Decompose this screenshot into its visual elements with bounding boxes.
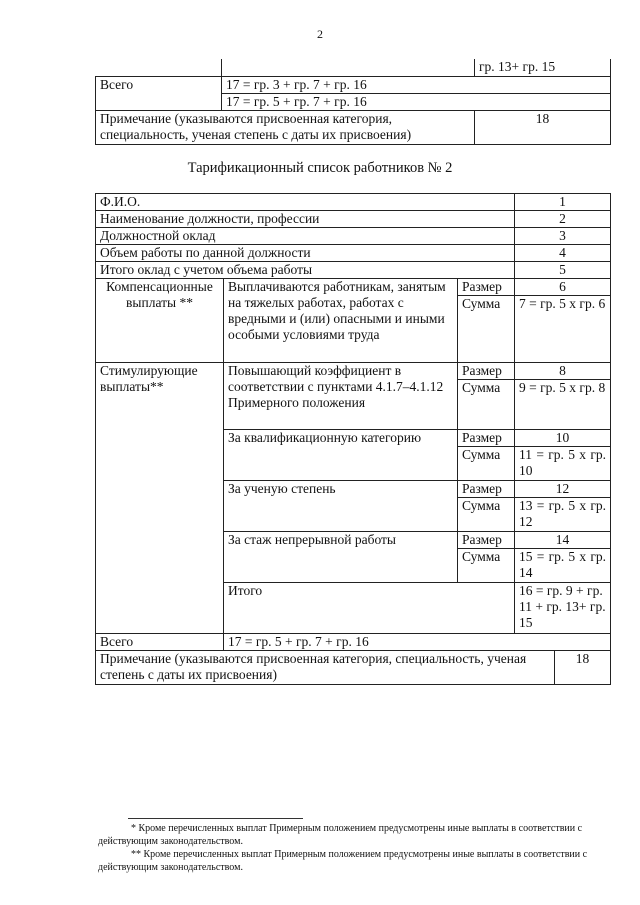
stim-size-value: 10	[515, 430, 611, 447]
total-formula-1: 17 = гр. 3 + гр. 7 + гр. 16	[222, 76, 611, 93]
comp-size-value: 6	[515, 279, 611, 296]
page-number: 2	[317, 27, 323, 41]
stim-sum-value: 11 = гр. 5 х гр. 10	[515, 447, 611, 481]
comp-sum-label: Сумма	[458, 296, 515, 363]
stim-size-value: 12	[515, 481, 611, 498]
stim-label: Стимулирующие выплаты**	[96, 363, 224, 634]
stim-total-label: Итого	[224, 583, 515, 634]
row-number: 4	[515, 245, 611, 262]
row-label: Должностной оклад	[96, 228, 515, 245]
stim-sum-label: Сумма	[458, 447, 515, 481]
stim-sum-value: 13 = гр. 5 х гр. 12	[515, 498, 611, 532]
row-number: 3	[515, 228, 611, 245]
stim-size-label: Размер	[458, 363, 515, 380]
comp-sum-value: 7 = гр. 5 х гр. 6	[515, 296, 611, 363]
table-row	[96, 262, 611, 279]
comp-size-label: Размер	[458, 279, 515, 296]
table-row	[96, 194, 611, 211]
note-number: 18	[475, 110, 611, 144]
stim-size-label: Размер	[458, 481, 515, 498]
row-label: Наименование должности, профессии	[96, 211, 515, 228]
tariff-table-2	[95, 193, 611, 685]
footnote-divider	[128, 818, 303, 819]
footnote-2: ** Кроме перечисленных выплат Примерным положением предусмотрены иные выплаты в соответствии с действующим законодательством.	[98, 849, 588, 873]
footnote-1: * Кроме перечисленных выплат Примерным положением предусмотрены иные выплаты в соответствии с действующим законодательством.	[98, 823, 583, 847]
table-title: Тарификационный список работников № 2	[187, 160, 453, 176]
stim-sum-value: 9 = гр. 5 х гр. 8	[515, 380, 611, 430]
stim-desc: Повышающий коэффициент в соответствии с пунктами 4.1.7–4.1.12 Примерного положения	[224, 363, 458, 430]
stim-sum-label: Сумма	[458, 549, 515, 583]
stim-size-label: Размер	[458, 430, 515, 447]
stim-sum-label: Сумма	[458, 380, 515, 430]
table-row	[96, 211, 611, 228]
row-label: Ф.И.О.	[96, 194, 515, 211]
total-formula-2: 17 = гр. 5 + гр. 7 + гр. 16	[222, 93, 611, 110]
total-label: Всего	[96, 76, 222, 110]
stim-desc: За стаж непрерывной работы	[224, 532, 458, 583]
row-label: Объем работы по данной должности	[96, 245, 515, 262]
total-label: Всего	[96, 634, 224, 651]
note-text: Примечание (указываются присвоенная категория, специальность, ученая степень с даты их присвоения)	[96, 110, 475, 144]
stim-total-formula: 16 = гр. 9 + гр. 11 + гр. 13+ гр. 15	[515, 583, 611, 634]
total-formula: 17 = гр. 5 + гр. 7 + гр. 16	[224, 634, 611, 651]
stim-sum-label: Сумма	[458, 498, 515, 532]
tariff-table-1-continuation	[95, 59, 611, 145]
row-label: Итого оклад с учетом объема работы	[96, 262, 515, 279]
note-number: 18	[555, 651, 611, 685]
table-row	[96, 245, 611, 262]
row-number: 5	[515, 262, 611, 279]
stim-desc: За квалификационную категорию	[224, 430, 458, 481]
comp-desc: Выплачиваются работникам, занятым на тяжелых работах, работах с вредными и (или) опасными и иными особыми условиями труда	[224, 279, 458, 363]
comp-label: Компенсационные выплаты **	[96, 279, 224, 363]
stim-desc: За ученую степень	[224, 481, 458, 532]
stim-size-label: Размер	[458, 532, 515, 549]
row-number: 2	[515, 211, 611, 228]
note-text: Примечание (указываются присвоенная категория, специальность, ученая степень с даты их присвоения)	[96, 651, 555, 685]
stim-size-value: 14	[515, 532, 611, 549]
stim-size-value: 8	[515, 363, 611, 380]
table-row	[96, 228, 611, 245]
stim-sum-value: 15 = гр. 5 х гр. 14	[515, 549, 611, 583]
cont-cell: гр. 13+ гр. 15	[475, 59, 611, 76]
row-number: 1	[515, 194, 611, 211]
